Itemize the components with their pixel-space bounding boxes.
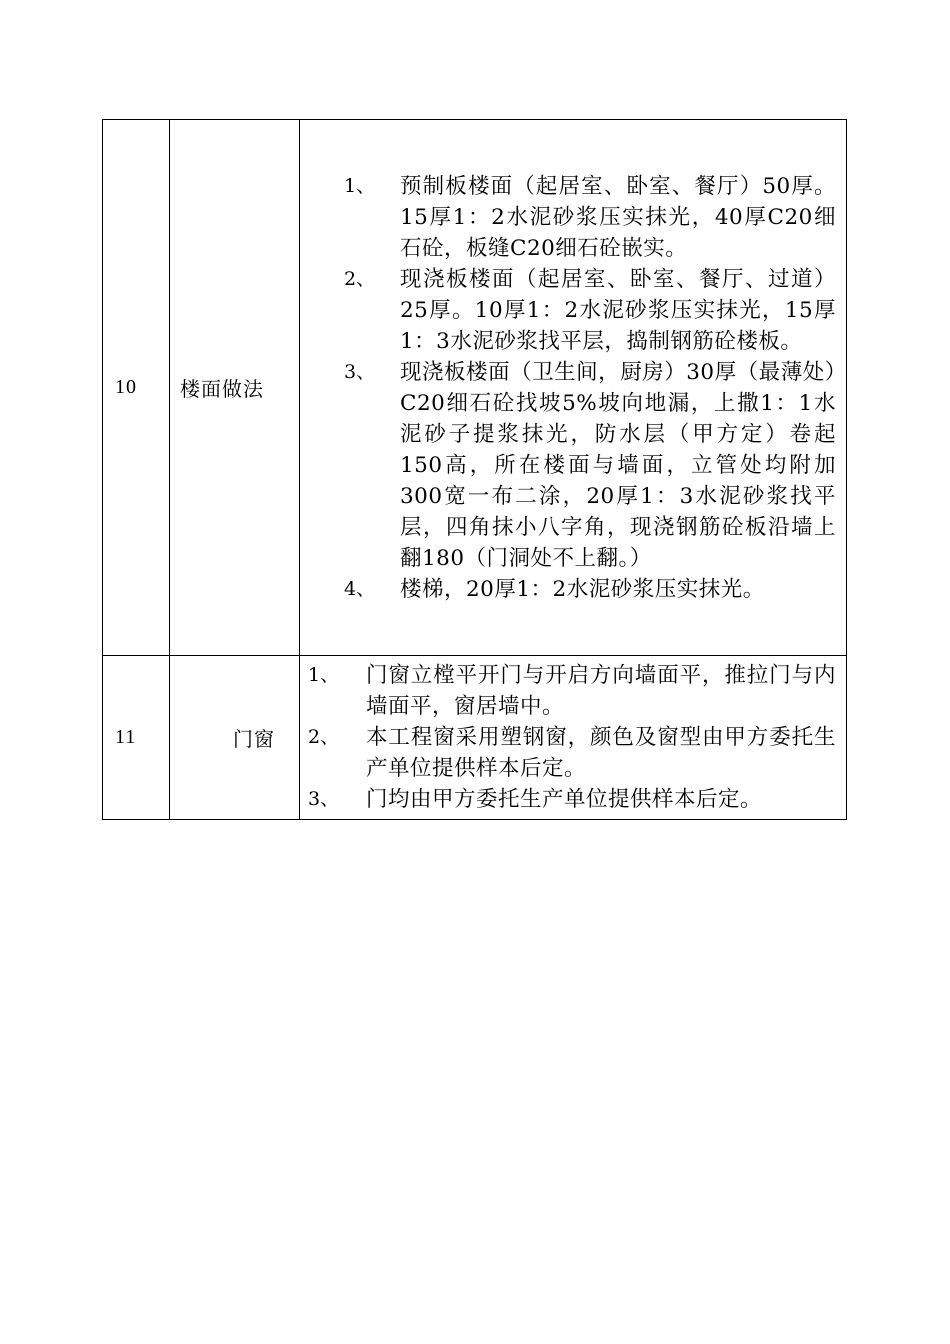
list-marker: 4、 bbox=[344, 577, 376, 600]
list-text: 门均由甲方委托生产单位提供样本后定。 bbox=[366, 787, 763, 812]
list-item bbox=[300, 784, 836, 815]
item-list bbox=[300, 171, 836, 605]
list-item bbox=[300, 574, 836, 605]
list-marker: 3、 bbox=[344, 360, 376, 383]
list-text: 楼梯，20厚1：2水泥砂浆压实抹光。 bbox=[400, 576, 765, 602]
row-item-name: 楼面做法 bbox=[170, 120, 300, 656]
row-item-name: 门窗 bbox=[170, 656, 300, 820]
row-description bbox=[300, 120, 847, 656]
list-marker: 1、 bbox=[308, 664, 340, 686]
list-text: 门窗立樘平开门与开启方向墙面平，推拉门与内墙面平，窗居墙中。 bbox=[366, 663, 836, 719]
table-row bbox=[103, 120, 847, 656]
list-text: 现浇板楼面（起居室、卧室、餐厅、过道）25厚。10厚1：2水泥砂浆压实抹光，15厚1：3水泥砂浆找平层，捣制钢筋砼楼板。 bbox=[400, 266, 836, 354]
list-item bbox=[300, 264, 836, 357]
list-marker: 2、 bbox=[308, 726, 340, 748]
table-row bbox=[103, 656, 847, 820]
list-marker: 1、 bbox=[344, 174, 376, 197]
row-number: 10 bbox=[103, 120, 170, 656]
list-item bbox=[300, 357, 836, 574]
list-marker: 3、 bbox=[308, 788, 340, 810]
list-item bbox=[300, 660, 836, 722]
list-text: 现浇板楼面（卫生间，厨房）30厚（最薄处）C20细石砼找坡5%坡向地漏，上撒1：1水泥砂子提浆抹光，防水层（甲方定）卷起150高，所在楼面与墙面，立管处均附加300宽一布二涂，20厚1：3水泥砂浆找平层，四角抹小八字角，现浇钢筋砼板沿墙上翻180（门洞处不上翻。） bbox=[400, 359, 836, 571]
specification-table bbox=[102, 119, 847, 820]
list-marker: 2、 bbox=[344, 267, 376, 290]
list-item bbox=[300, 722, 836, 784]
row-description bbox=[300, 656, 847, 820]
list-text: 本工程窗采用塑钢窗，颜色及窗型由甲方委托生产单位提供样本后定。 bbox=[366, 725, 836, 781]
list-text: 预制板楼面（起居室、卧室、餐厅）50厚。15厚1：2水泥砂浆压实抹光，40厚C20细石砼，板缝C20细石砼嵌实。 bbox=[400, 173, 836, 261]
list-item bbox=[300, 171, 836, 264]
item-list bbox=[300, 660, 836, 815]
row-number: 11 bbox=[103, 656, 170, 820]
